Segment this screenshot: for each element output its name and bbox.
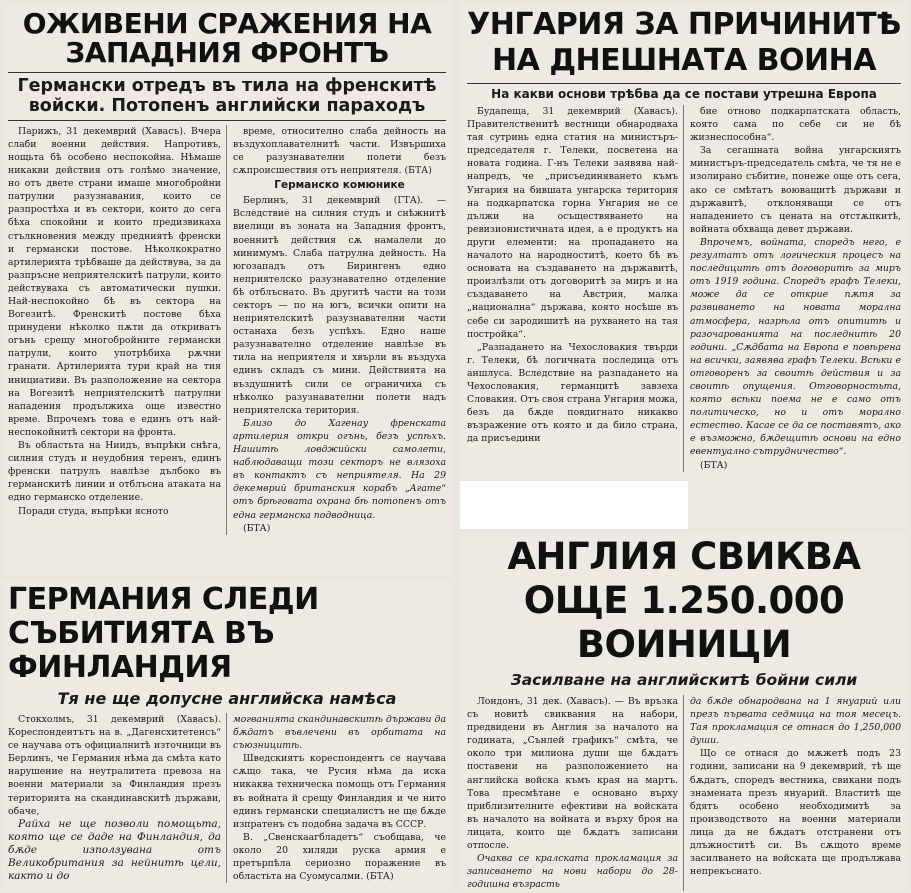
- headline: ГЕРМАНИЯ СЛЕДИ СЪБИТИЯТА ВЪ ФИНЛАНДИЯ: [8, 582, 319, 685]
- article-germany-finland: [2, 580, 452, 891]
- subheadline: Засилване на английскитѣ бойни сили: [510, 671, 858, 689]
- article-hungary: [459, 2, 909, 527]
- paragraph: Будапеща, 31 декемврий (Хавасъ). Правителственитѣ вестници обнародваха тая сутринь една статия на министъръ-председателя г. Телеки, посветена на новата година. Г-нъ Телеки заявява най-напредъ, че „присъединяването къмъ Унгария на бившата унгарска територия на подкарпатска горна Унгария не се дължи на осъществяването на ревизионистичната идея, а е продуктъ на други елементи: на пропадането на началото на народноститѣ, което бѣ въ основата на създаването на държавитѣ, произлѣзли отъ договоритѣ за миръ и на създаването на Австрия, малка „национална“ държава, която носѣше въ себе си зародишитѣ на рухването на тая постройка“.: [467, 106, 678, 340]
- blank-patch: [460, 481, 688, 529]
- headline: УНГАРИЯ ЗА ПРИЧИНИТѢ НА ДНЕШНАТА ВОИНА: [467, 7, 901, 78]
- paragraph: За сегашната война унгарскиятъ министъръ-председатель смѣта, че тя не е изолирано събитие, понеже още отъ сега, ако се смѣтатъ воюващитѣ държави и държавитѣ, отклоняващи се отъ нападението съ цената на отстѫпкитѣ, войната обхваща девет държави.: [690, 145, 901, 235]
- paragraph-italic: могванията скандинавскитѣ държави да бѫдатъ въвлечени въ орбитата на съюзницитѣ.: [233, 714, 446, 752]
- paragraph: бие отново подкарпатската область, която сама по себе си не бѣ жизнеспособна“.: [690, 106, 901, 144]
- agency-tag: (БТА): [700, 459, 728, 471]
- paragraph: В. „Свенскаагбладетъ“ съобщава, че около 20 хиляди руска армия е претърпѣла сериозно поражение въ областьта на Суомусалми. (БТА): [233, 831, 446, 883]
- paragraph-italic: Впрочемъ, войната, споредъ него, е резултатъ отъ логическия процесъ на последицитѣ отъ договоритѣ за миръ отъ 1919 година. Споредъ графъ Телеки, може да се открие пѫтя за развиването на новата морална атмосфера, назрѣла отъ опититѣ и разочарованията на последнитѣ 20 години. „Сѫдбата на Европа е повѣрена на всички, заявява графъ Телеки. Всѣки е отговоренъ за своитѣ действия и за своитѣ опущения. Отговорностьта, която всѣки поема не е само отъ политическо, но и отъ морално естество. Касае се да се поставятъ, ако е възможно, бѫдещитѣ основи на едно евентуално сътрудничество“.: [690, 236, 901, 458]
- paragraph-italic: Райха не ще позволи помощьта, която ще се даде на Финландия, да бѫде използувана отъ Великобритания за нейнитѣ цели, както и до: [8, 817, 221, 883]
- paragraph: Що се отнася до мѫжетѣ подъ 23 години, записани на 9 декемврий, тѣ ще бѫдатъ, споредъ вестника, свикани подъ знамената презъ януарий. Властитѣ ще бдятъ особено необходимитѣ за производството на военни материали лица да не бѫдатъ отстранени отъ длъжноститѣ си. Въ сѫщото време засилването на войската ще продължава непрекъснато.: [690, 748, 901, 878]
- article-western-front: [2, 2, 452, 576]
- paragraph: Парижъ, 31 декемврий (Хавасъ). Вчера слаби военни действия. Напротивъ, нощьта бѣ особено неспокойна. Нѣмаше никакви действия отъ голѣмо значение, но отъ двете страни имаше многобройни патрулни разузнавания, които се разпростѣха и въ сектори, които до сега бѣха спокойни и които предизвикаха стълкновения между предниятѣ френски и германски постове. Нѣколкократно артилерията трѣбваше да действува, за да разпръсне неприятелскитѣ патрули, които действуваха съ автоматически пушки. Най-неспокойно бѣ въ сектора на Вогезитѣ. Френскитѣ постове бѣха принудени нѣколко пѫти да откриватъ огънь срещу многобройните германски патрули, които употрѣбиха рѫчни гранати. Артилерията тури край на тия инициативи. Въ разположение на сектора на Вогезитѣ неприятелскитѣ патрулни нападения продължиха още известно време. Впрочемъ това е единъ отъ най-неспокойнитѣ сектори на фронта.: [8, 125, 221, 438]
- article-england-mobilization: [459, 532, 909, 891]
- paragraph: Лондонъ, 31 дек. (Хавасъ). — Въ връзка съ новитѣ свиквания на набори, предвидени въ Англия за началото на годината, „Сънлей графикъ“ смѣта, че около три милиона души ще бѫдатъ поставени на разположението на английска войска къмъ края на мартъ. Това пресмѣтане е основано върху приблизителните ефективи на войската въ началото на войната и върху броя на лицата, които ще бѫдатъ записани отпосле.: [467, 696, 678, 852]
- headline: АНГЛИЯ СВИКВА ОЩЕ 1.250.000 ВОИНИЦИ: [507, 535, 861, 666]
- paragraph: „Разпадането на Чехословакия твърди г. Телеки, бѣ логичната последица отъ аншлуса. Вследствие на разпадането на Чехословакия, германцитѣ завзеха Словакия. Отъ своя страна Унгария можа, безъ да бѫде повдигнато никакво възражение отъ която и да било страна, да присъедини: [467, 341, 678, 445]
- subheadline: Германски отредъ въ тила на френскитѣ войски. Потопенъ английски параходъ: [17, 75, 437, 116]
- subheadline: На какви основи трѣбва да се постави утрешна Европа: [491, 87, 877, 101]
- paragraph-italic: да бѫде обнародвана на 1 януарий или презъ първата седмица на тоя месецъ. Тая прокламация се отнася до 1,250,000 души.: [690, 696, 901, 747]
- paragraph: Поради студа, въпрѣки ясното: [18, 505, 169, 517]
- headline: ОЖИВЕНИ СРАЖЕНИЯ НА ЗАПАДНИЯ ФРОНТЪ: [22, 7, 432, 70]
- paragraph-italic: Близо до Хагенау френската артилерия откри огънь, безъ успѣхъ. Нашитѣ ловджийски самолети, наблюдаващи този секторъ не влязоха въ контактъ съ неприятеля. На 29 декемврий британския корабъ „Агате“ отъ брѣговата охрана бѣ потопенъ отъ една германска подводница.: [233, 417, 446, 521]
- paragraph: Въ областьта на Ниидъ, въпрѣки снѣга, силния студъ и неудобния теренъ, единъ френски патрулъ навлѣзе дълбоко въ германскитѣ линии и отблъсна атаката на едно германско отделение.: [8, 440, 221, 504]
- section-heading: Германско комюнике: [274, 179, 405, 192]
- paragraph: време, относително слаба дейность на въздухоплавателнитѣ части. Извършиха се разузнавателни полети безъ сѫпроисшествия отъ неприятеля. (БТА): [233, 125, 446, 177]
- paragraph-italic: Очаква се кралската прокламация за записването на нови набори до 28-годишна възрасть: [467, 853, 678, 891]
- agency-tag: (БТА): [243, 522, 271, 534]
- subheadline: Тя не ще допусне английска намѣса: [57, 689, 397, 708]
- paragraph: Берлинъ, 31 декемврий (ГТА). — Вследствие на силния студъ и снѣжнитѣ виелици въ зоната на Западния фронтъ, военнитѣ действия сѫ намалели до минимумъ. Слаба патрулна дейность. На югозападъ отъ Бирингенъ едно неприятелско разузнавателно отделение бѣ отблъснато. Въ другитѣ части на този секторъ — по на югъ, всички опити на неприятелскитѣ разузнавателни части останаха безъ успѣхъ. Едно наше разузнавателно отделение навлѣзе въ тила на неприятеля и хвърли въ въздуха единъ складъ съ мини. Действията на въздушнитѣ сили се ограничиха съ нѣколко разузнавателни полети надъ неприятелска територия.: [233, 195, 446, 416]
- paragraph: Шведскиятъ кореспондентъ се научава сѫщо така, че Русия нѣма да иска никаква техническа помощь отъ Германия въ войната й срещу Финландия и че нито единъ германски специалистъ не ще бѫде изпратенъ съ подобна задача въ СССР.: [233, 753, 446, 830]
- paragraph: Стокхолмъ, 31 декемврий (Хавасъ). Кореспондентътъ на в. „Дагенсхитетенсъ“ се научава отъ официалнитѣ източници въ Берлинъ, че Германия нѣма да смѣта като нарушение на неутралитета превоза на военни материали за Финландия презъ територията на скандинавскитѣ държави, обаче,: [8, 714, 221, 817]
